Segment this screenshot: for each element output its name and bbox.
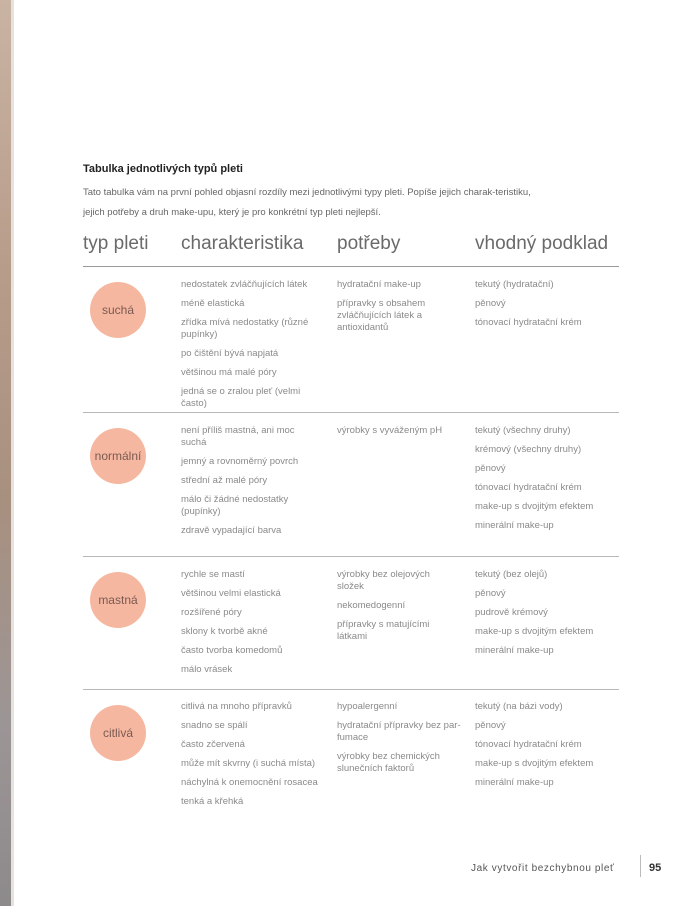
list-item: pěnový (475, 463, 506, 474)
list-item: tekutý (všechny druhy) (475, 425, 571, 436)
footer-divider (640, 855, 641, 877)
list-item: často tvorba komedomů (181, 645, 283, 656)
header-characteristics: charakteristika (181, 233, 304, 254)
list-item: výrobky s vyváženým pH (337, 425, 443, 436)
row-divider (83, 412, 619, 413)
page-edge-photo (0, 0, 14, 906)
list-item: tónovací hydratační krém (475, 482, 582, 493)
list-item: krémový (všechny druhy) (475, 444, 582, 455)
list-item: nedostatek zvláčňujících látek (181, 279, 308, 290)
list-item: rychle se mastí (181, 569, 245, 580)
list-item: pěnový (475, 298, 506, 309)
list-item: tónovací hydratační krém (475, 317, 582, 328)
list-item: minerální make-up (475, 645, 554, 656)
needs-cell (337, 425, 457, 444)
header-type: typ pleti (83, 233, 149, 254)
list-item: tekutý (hydratační) (475, 279, 554, 290)
needs-cell (337, 569, 442, 650)
list-item: make-up s dvojitým efektem (475, 501, 594, 512)
list-item: tekutý (na bázi vody) (475, 701, 563, 712)
list-item: jemný a rovnoměrný povrch (181, 456, 299, 467)
list-item: není příliš mastná, ani moc suchá (181, 425, 295, 448)
header-rule (83, 266, 619, 267)
header-needs: potřeby (337, 233, 401, 254)
list-item: hypoalergenní (337, 701, 398, 712)
skin-type-badge: citlivá (90, 705, 146, 761)
list-item: náchylná k onemocnění rosacea (181, 777, 318, 788)
foundation-cell (475, 279, 615, 336)
list-item: většinou má malé póry (181, 367, 277, 378)
list-item: hydratační přípravky bez par-fumace (337, 720, 461, 743)
list-item: méně elastická (181, 298, 245, 309)
list-item: málo či žádné nedostatky (pupínky) (181, 494, 289, 517)
foundation-cell (475, 569, 615, 664)
list-item: pěnový (475, 588, 506, 599)
row-divider (83, 689, 619, 690)
characteristics-cell (181, 569, 321, 683)
table-heading: Tabulka jednotlivých typů pleti (83, 163, 243, 175)
list-item: výrobky bez chemických slunečních faktorů (337, 751, 440, 774)
list-item: make-up s dvojitým efektem (475, 758, 594, 769)
list-item: přípravky s matujícími látkami (337, 619, 430, 642)
characteristics-cell (181, 701, 321, 815)
list-item: hydratační make-up (337, 279, 421, 290)
list-item: sklony k tvorbě akné (181, 626, 268, 637)
list-item: pudrově krémový (475, 607, 548, 618)
list-item: jedná se o zralou pleť (velmi často) (181, 386, 301, 409)
foundation-cell (475, 425, 615, 539)
list-item: výrobky bez olejových složek (337, 569, 430, 592)
list-item: snadno se spálí (181, 720, 248, 731)
list-item: minerální make-up (475, 520, 554, 531)
characteristics-cell (181, 425, 321, 544)
needs-cell (337, 279, 457, 341)
row-divider (83, 556, 619, 557)
list-item: pěnový (475, 720, 506, 731)
list-item: tenká a křehká (181, 796, 244, 807)
list-item: málo vrásek (181, 664, 233, 675)
list-item: citlivá na mnoho přípravků (181, 701, 292, 712)
list-item: často zčervená (181, 739, 245, 750)
foundation-cell (475, 701, 615, 796)
list-item: nekomedogenní (337, 600, 406, 611)
page-number: 95 (649, 862, 662, 874)
list-item: zdravě vypadající barva (181, 525, 282, 536)
list-item: zřídka mívá nedostatky (různé pupínky) (181, 317, 309, 340)
skin-type-badge: suchá (90, 282, 146, 338)
list-item: minerální make-up (475, 777, 554, 788)
header-foundation: vhodný podklad (475, 233, 609, 254)
list-item: rozšířené póry (181, 607, 242, 618)
characteristics-cell (181, 279, 321, 417)
list-item: většinou velmi elastická (181, 588, 281, 599)
skin-type-badge: mastná (90, 572, 146, 628)
list-item: střední až malé póry (181, 475, 268, 486)
running-footer: Jak vytvořit bezchybnou pleť (471, 863, 615, 874)
needs-cell (337, 701, 462, 782)
list-item: make-up s dvojitým efektem (475, 626, 594, 637)
list-item: může mít skvrny (i suchá místa) (181, 758, 316, 769)
list-item: po čištění bývá napjatá (181, 348, 279, 359)
list-item: tónovací hydratační krém (475, 739, 582, 750)
intro-text: Tato tabulka vám na první pohled objasní rozdíly mezi jednotlivými typy pleti. Popíše jejich charak-teristiku, jejich potřeby a druh make-upu, který je pro konkrétní typ pleti nejlepší. (83, 187, 531, 218)
skin-type-badge: normální (90, 428, 146, 484)
list-item: přípravky s obsahem zvláčňujících látek a antioxidantů (337, 298, 426, 333)
list-item: tekutý (bez olejů) (475, 569, 548, 580)
